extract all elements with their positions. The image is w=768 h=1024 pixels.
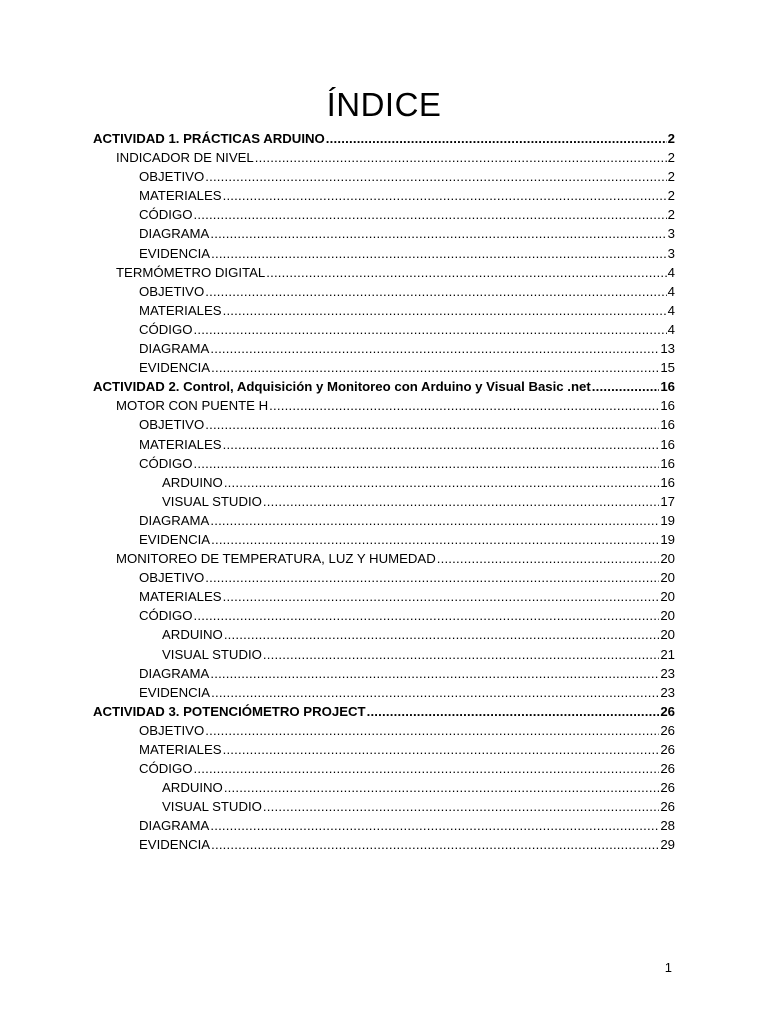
toc-entry-page: 16 (660, 455, 675, 471)
toc-entry-page: 29 (660, 837, 675, 853)
toc-entry-page: 19 (660, 512, 675, 528)
toc-entry-label: TERMÓMETRO DIGITAL (116, 264, 266, 280)
toc-entry-label: EVIDENCIA (139, 837, 211, 853)
toc-entry-label: ARDUINO (162, 780, 223, 796)
toc-entry-label: CÓDIGO (139, 455, 193, 471)
dot-leader (224, 473, 660, 492)
toc-entry[interactable] (93, 530, 675, 549)
toc-entry[interactable] (93, 683, 675, 702)
toc-entry-page: 20 (660, 627, 675, 643)
toc-entry[interactable] (93, 721, 675, 740)
toc-entry[interactable] (93, 606, 675, 625)
toc-entry-label: OBJETIVO (139, 283, 205, 299)
dot-leader (255, 148, 667, 167)
toc-entry-label: OBJETIVO (139, 169, 205, 185)
toc-entry-page: 19 (660, 531, 675, 547)
toc-entry-page: 20 (660, 608, 675, 624)
toc-entry-label: VISUAL STUDIO (162, 799, 262, 815)
dot-leader (210, 816, 659, 835)
dot-leader (269, 396, 659, 415)
dot-leader (223, 587, 660, 606)
toc-entry-label: ACTIVIDAD 2. Control, Adquisición y Monitoreo con Arduino y Visual Basic .net (93, 379, 591, 395)
toc-entry[interactable] (93, 339, 675, 358)
toc-entry-label: ACTIVIDAD 3. POTENCIÓMETRO PROJECT (93, 703, 366, 719)
dot-leader (223, 740, 660, 759)
toc-entry-label: MATERIALES (139, 436, 222, 452)
toc-entry[interactable] (93, 797, 675, 816)
toc-entry-page: 16 (660, 436, 675, 452)
toc-entry[interactable] (93, 759, 675, 778)
toc-entry-page: 16 (660, 474, 675, 490)
toc-entry[interactable] (93, 435, 675, 454)
dot-leader (224, 778, 660, 797)
dot-leader (193, 454, 659, 473)
toc-entry[interactable] (93, 320, 675, 339)
toc-entry[interactable] (93, 473, 675, 492)
toc-entry[interactable] (93, 587, 675, 606)
toc-entry[interactable] (93, 835, 675, 854)
toc-entry-label: EVIDENCIA (139, 531, 211, 547)
toc-entry-label: INDICADOR DE NIVEL (116, 150, 254, 166)
toc-entry-page: 23 (660, 665, 675, 681)
table-of-contents (93, 129, 675, 855)
dot-leader (193, 759, 659, 778)
toc-entry-label: CÓDIGO (139, 608, 193, 624)
dot-leader (263, 492, 659, 511)
toc-entry-page: 2 (667, 150, 675, 166)
toc-entry[interactable] (93, 740, 675, 759)
toc-entry-page: 15 (660, 360, 675, 376)
toc-entry-label: CÓDIGO (139, 207, 193, 223)
toc-entry-page: 20 (660, 551, 675, 567)
toc-entry-page: 20 (660, 589, 675, 605)
toc-entry-label: DIAGRAMA (139, 818, 210, 834)
toc-entry-page: 16 (660, 417, 675, 433)
toc-entry-page: 26 (660, 761, 675, 777)
toc-entry-page: 26 (660, 703, 675, 719)
toc-entry[interactable] (93, 568, 675, 587)
page-title: ÍNDICE (326, 86, 442, 123)
toc-entry[interactable] (93, 186, 675, 205)
toc-entry-label: VISUAL STUDIO (162, 493, 262, 509)
toc-entry[interactable] (93, 244, 675, 263)
toc-entry-label: DIAGRAMA (139, 665, 210, 681)
toc-entry-label: VISUAL STUDIO (162, 646, 262, 662)
toc-entry-page: 21 (660, 646, 675, 662)
toc-entry-label: EVIDENCIA (139, 360, 211, 376)
toc-entry-label: MATERIALES (139, 302, 222, 318)
page-number: 1 (664, 960, 672, 975)
dot-leader (592, 377, 660, 396)
toc-entry-label: OBJETIVO (139, 722, 205, 738)
toc-entry[interactable] (93, 205, 675, 224)
toc-entry-label: ACTIVIDAD 1. PRÁCTICAS ARDUINO (93, 131, 325, 146)
toc-entry-page: 26 (660, 799, 675, 815)
toc-entry-label: EVIDENCIA (139, 245, 211, 261)
dot-leader (211, 358, 659, 377)
toc-entry-page: 2 (667, 207, 675, 223)
toc-entry-page: 4 (667, 283, 675, 299)
toc-entry-label: MONITOREO DE TEMPERATURA, LUZ Y HUMEDAD (116, 551, 436, 567)
dot-leader (205, 282, 666, 301)
toc-entry-page: 26 (660, 742, 675, 757)
toc-entry[interactable] (93, 625, 675, 644)
toc-entry-page: 26 (660, 722, 675, 738)
toc-entry[interactable] (93, 816, 675, 835)
dot-leader (211, 683, 659, 702)
toc-entry-page: 3 (667, 245, 675, 261)
dot-leader (211, 530, 659, 549)
dot-leader (210, 511, 659, 530)
toc-entry-label: MATERIALES (139, 742, 222, 757)
dot-leader (193, 205, 666, 224)
dot-leader (205, 721, 659, 740)
dot-leader (210, 339, 659, 358)
toc-entry-page: 4 (667, 264, 675, 280)
toc-entry-label: CÓDIGO (139, 321, 193, 337)
toc-entry[interactable] (93, 396, 675, 415)
dot-leader (223, 301, 667, 320)
toc-entry-page: 17 (660, 493, 675, 509)
toc-entry-page: 23 (660, 684, 675, 700)
toc-entry[interactable] (93, 263, 675, 282)
toc-entry-page: 2 (667, 131, 675, 146)
toc-entry[interactable] (93, 282, 675, 301)
toc-entry-label: MATERIALES (139, 589, 222, 605)
toc-entry[interactable] (93, 129, 675, 148)
toc-entry-page: 2 (667, 169, 675, 185)
toc-entry[interactable] (93, 148, 675, 167)
dot-leader (326, 129, 667, 148)
toc-entry[interactable] (93, 702, 675, 721)
toc-entry-page: 28 (660, 818, 675, 834)
toc-entry[interactable] (93, 549, 675, 568)
toc-entry[interactable] (93, 415, 675, 434)
dot-leader (205, 415, 659, 434)
toc-entry[interactable] (93, 511, 675, 530)
toc-entry-page: 13 (660, 341, 675, 357)
toc-entry-label: CÓDIGO (139, 761, 193, 777)
toc-entry-page: 16 (660, 398, 675, 414)
toc-entry-page: 20 (660, 570, 675, 586)
toc-entry-label: DIAGRAMA (139, 341, 210, 357)
toc-entry-page: 3 (667, 226, 675, 242)
toc-entry-page: 16 (660, 379, 675, 395)
toc-entry[interactable] (93, 664, 675, 683)
toc-entry-label: DIAGRAMA (139, 226, 210, 242)
dot-leader (367, 702, 660, 721)
dot-leader (263, 645, 659, 664)
dot-leader (210, 224, 666, 243)
toc-entry-label: MATERIALES (139, 188, 222, 204)
dot-leader (210, 664, 659, 683)
toc-entry[interactable] (93, 645, 675, 664)
toc-entry-page: 26 (660, 780, 675, 796)
toc-entry-page: 4 (667, 302, 675, 318)
dot-leader (437, 549, 660, 568)
dot-leader (193, 320, 666, 339)
dot-leader (224, 625, 660, 644)
toc-entry-page: 2 (667, 188, 675, 204)
dot-leader (223, 186, 667, 205)
toc-entry-label: EVIDENCIA (139, 684, 211, 700)
toc-entry-label: MOTOR CON PUENTE H (116, 398, 269, 414)
toc-entry-label: ARDUINO (162, 627, 223, 643)
toc-entry[interactable] (93, 224, 675, 243)
dot-leader (205, 167, 666, 186)
toc-entry[interactable] (93, 778, 675, 797)
toc-entry-label: DIAGRAMA (139, 512, 210, 528)
dot-leader (193, 606, 659, 625)
toc-entry[interactable] (93, 167, 675, 186)
toc-entry[interactable] (93, 454, 675, 473)
toc-entry[interactable] (93, 377, 675, 396)
dot-leader (223, 435, 660, 454)
toc-entry[interactable] (93, 301, 675, 320)
toc-entry-label: OBJETIVO (139, 570, 205, 586)
dot-leader (211, 835, 659, 854)
dot-leader (263, 797, 659, 816)
dot-leader (266, 263, 666, 282)
dot-leader (211, 244, 667, 263)
toc-entry-label: ARDUINO (162, 474, 223, 490)
toc-entry[interactable] (93, 358, 675, 377)
dot-leader (205, 568, 659, 587)
toc-entry-label: OBJETIVO (139, 417, 205, 433)
toc-entry-page: 4 (667, 321, 675, 337)
toc-entry[interactable] (93, 492, 675, 511)
